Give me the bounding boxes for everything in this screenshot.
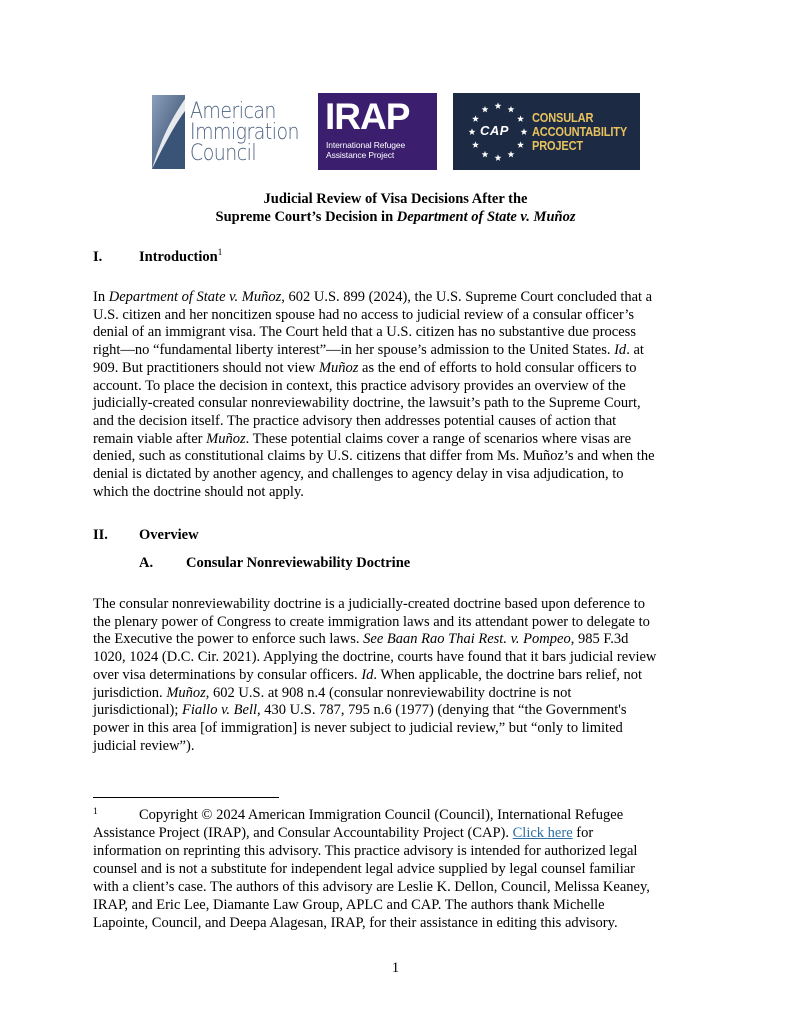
doctrine-paragraph: The consular nonreviewability doctrine is a judicially-created doctrine based upon deference to the plenary power of Congress to create immigration laws and its attendant power to delegate to the Executive the power to enforce such laws. See Baan Rao Thai Rest. v. Pompeo, 985 F.3d 1020, 1024 (D.C. Cir. 2021). Applying the doctrine, courts have found that it bars judicial review over visa determinations by consular officers. Id. When applicable, the doctrine bars relief, not jurisdiction. Muñoz, 602 U.S. at 908 n.4 (consular nonreviewability doctrine is not jurisdictional); Fiallo v. Bell, 430 U.S. 787, 795 n.6 (1977) (denying that “the Government's power in this area [of immigration] is never subject to judicial review,” but “only to limited judicial review”). xyxy=(93,596,657,754)
footnote-number: 1 xyxy=(93,807,98,817)
aic-wordmark: American Immigration Council xyxy=(190,99,299,166)
star-icon xyxy=(469,128,476,135)
logo-bar xyxy=(152,93,640,171)
star-icon xyxy=(495,102,502,109)
star-icon xyxy=(508,151,515,158)
aic-emblem-icon xyxy=(152,95,185,169)
footnote: 1 Copyright © 2024 American Immigration Council (Council), International Refugee Assistance Project (IRAP), and Consular Accountability Project (CAP). Click here for information on reprinting this advisory. This practice advisory is intended for authorized legal counsel and is not a substitute for independent legal advice supplied by legal counsel familiar with a client’s case. The authors of this advisory are Leslie K. Dellon, Council, Melissa Keaney, IRAP, and Eric Lee, Diamante Law Group, APLC and CAP. The authors thank Michelle Lapointe, Council, and Deepa Alagesan, IRAP, for their assistance in editing this advisory. xyxy=(93,807,650,931)
american-immigration-council-logo xyxy=(152,93,302,171)
irap-logo xyxy=(318,93,437,170)
star-icon xyxy=(472,115,479,122)
irap-subtitle: International Refugee Assistance Project xyxy=(326,140,406,160)
footnote-reference[interactable]: 1 xyxy=(217,247,223,258)
document-title xyxy=(0,190,791,226)
irap-wordmark: IRAP xyxy=(325,96,410,137)
star-icon xyxy=(482,151,489,158)
cap-logo xyxy=(453,93,640,170)
page-number: 1 xyxy=(391,960,400,976)
star-icon xyxy=(495,154,502,161)
cap-wordmark: CONSULAR ACCOUNTABILITY PROJECT xyxy=(532,110,628,153)
reprint-link[interactable]: Click here xyxy=(512,825,573,841)
footnote-separator xyxy=(93,797,279,798)
star-icon xyxy=(472,141,479,148)
cap-mark: CAP xyxy=(480,123,509,138)
star-icon xyxy=(482,106,489,113)
introduction-paragraph: In Department of State v. Muñoz, 602 U.S. 899 (2024), the U.S. Supreme Court concluded that a U.S. citizen and her noncitizen spouse had no access to judicial review of a consular officer’s denial of an immigrant visa. The Court held that a U.S. citizen has no substantive due process right—no “fundamental liberty interest”—in her spouse’s admission to the United States. Id. at 909. But practitioners should not view Muñoz as the end of efforts to hold consular officers to account. To place the decision in context, this practice advisory provides an overview of the judicially-created consular nonreviewability doctrine, the lawsuit’s path to the Supreme Court, and the decision itself. The practice advisory then addresses potential causes of action that remain viable after Muñoz. These potential claims cover a range of scenarios where visas are denied, such as constitutional claims by U.S. citizens that differ from Ms. Muñoz’s and when the denial is dictated by another agency, and challenges to agency delay in visa adjudication, to which the doctrine should not apply. xyxy=(93,289,655,500)
star-icon xyxy=(521,128,528,135)
star-icon xyxy=(508,106,515,113)
star-icon xyxy=(517,115,524,122)
title-line-2: Supreme Court’s Decision in Department of State v. Muñoz xyxy=(215,209,576,225)
star-icon xyxy=(517,141,524,148)
title-line-1: Judicial Review of Visa Decisions After the xyxy=(263,191,528,207)
